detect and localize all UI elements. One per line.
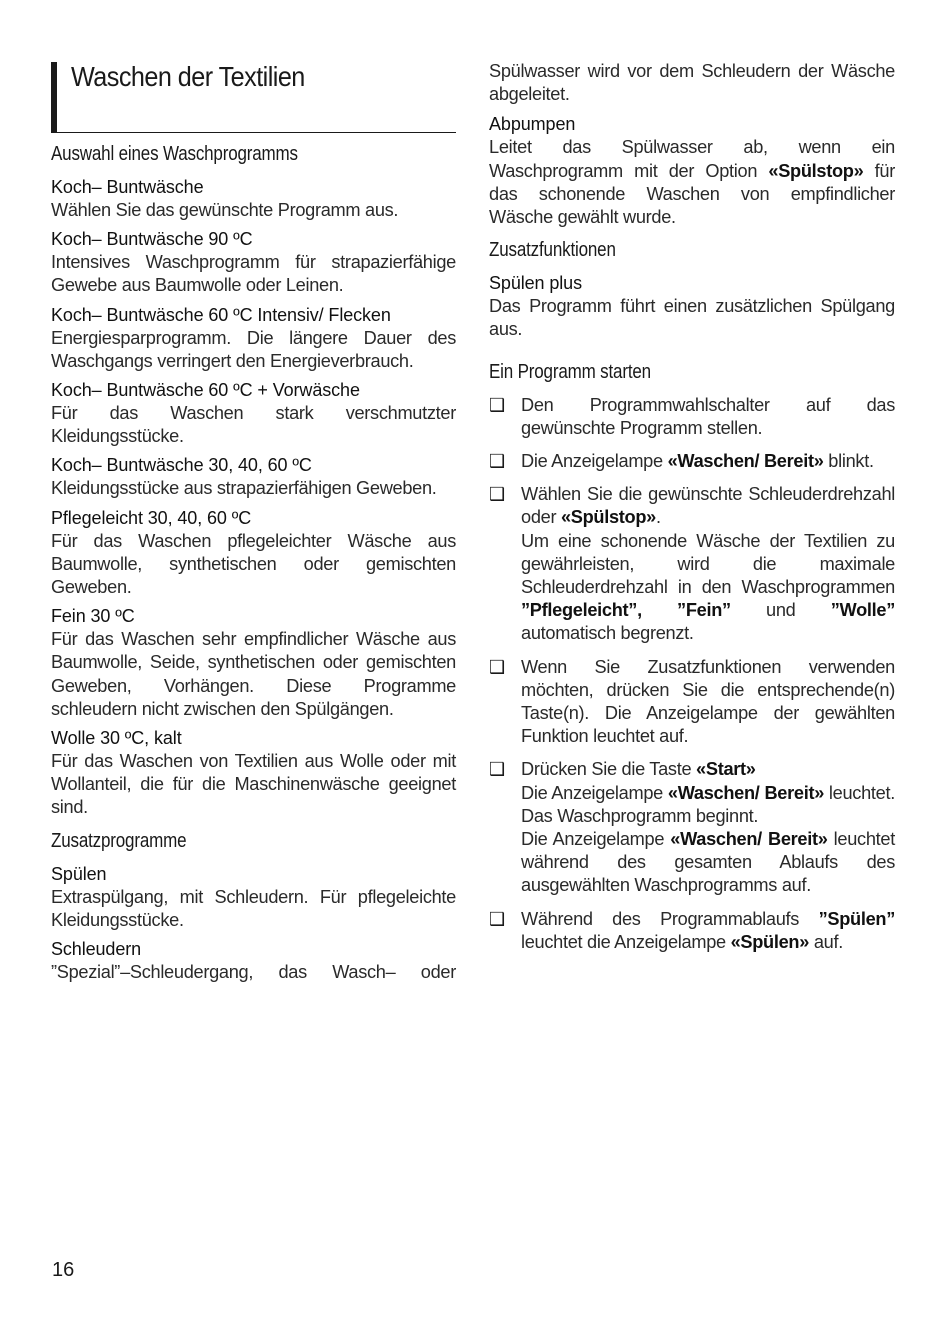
- item-text: Energiesparprogramm. Die längere Dauer des Waschgangs verringert den Energieverbrauch.: [51, 327, 456, 371]
- circle-bullet-icon: ❑: [489, 759, 506, 780]
- item-heading: Abpumpen: [489, 114, 576, 135]
- section-heading-additional-functions: Zusatzfunktionen: [489, 239, 616, 262]
- function-spuelen-plus: [489, 272, 895, 341]
- item-text: Wählen Sie das gewünschte Programm aus.: [51, 200, 399, 220]
- program-koch-60-vorwaesche: [51, 379, 456, 448]
- list-item: ❑ Die Anzeigelampe «Waschen/ Bereit» blinkt.: [489, 451, 874, 472]
- program-koch-buntwaesche: [51, 176, 456, 222]
- item-text: Das Programm führt einen zusätzlichen Spülgang aus.: [489, 296, 895, 340]
- program-spuelen: [51, 863, 456, 932]
- circle-bullet-icon: ❑: [489, 451, 506, 472]
- page-title: Waschen der Textilien: [71, 61, 305, 92]
- program-koch-60-intensiv: [51, 304, 456, 373]
- section-heading-start-program: Ein Programm starten: [489, 360, 651, 383]
- program-schleudern: [51, 938, 456, 984]
- item-text: Für das Waschen sehr empfindlicher Wäsche aus Baumwolle, Seide, synthetischen oder gemischten Geweben, Vorhängen. Diese Programme schleudern nicht zwischen den Spülgängen.: [51, 629, 456, 719]
- item-heading: Koch– Buntwäsche 30, 40, 60 ºC: [51, 455, 312, 476]
- item-heading: Spülen: [51, 863, 107, 884]
- circle-bullet-icon: ❑: [489, 484, 506, 505]
- program-koch-30-40-60: [51, 454, 456, 500]
- item-text: Extraspülgang, mit Schleudern. Für pflegeleichte Kleidungsstücke.: [51, 886, 456, 930]
- list-item: ❑ Drücken Sie die Taste «Start» Die Anzeigelampe «Waschen/ Bereit» leuchtet. Das Waschprogramm beginnt. Die Anzeigelampe «Waschen/ Bereit» leuchtet während des gesamten Ablaufs des ausgewählten Waschprogramms auf.: [489, 759, 895, 896]
- circle-bullet-icon: ❑: [489, 656, 506, 677]
- item-heading: Fein 30 ºC: [51, 606, 135, 627]
- circle-bullet-icon: ❑: [489, 394, 506, 415]
- list-item: ❑ Den Programmwahlschalter auf das gewünschte Programm stellen.: [489, 394, 895, 438]
- title-bar-decoration: [51, 62, 57, 132]
- item-text: ”Spezial”–Schleudergang, das Wasch– oder: [51, 962, 456, 983]
- item-heading: Pflegeleicht 30, 40, 60 ºC: [51, 507, 252, 528]
- circle-bullet-icon: ❑: [489, 908, 506, 929]
- item-heading: Koch– Buntwäsche 60 ºC Intensiv/ Flecken: [51, 304, 391, 325]
- program-fein: [51, 605, 456, 721]
- section-heading-program-selection: Auswahl eines Waschprogramms: [51, 143, 298, 165]
- list-item: ❑ Während des Programmablaufs ”Spülen” leuchtet die Anzeigelampe «Spülen» auf.: [489, 908, 895, 952]
- item-heading: Koch– Buntwäsche 60 ºC + Vorwäsche: [51, 380, 360, 401]
- item-heading: Wolle 30 ºC, kalt: [51, 728, 182, 749]
- list-item: ❑ Wenn Sie Zusatzfunktionen verwenden möchten, drücken Sie die entsprechende(n) Taste(n). Die Anzeigelampe der gewählten Funktion leuchtet auf.: [489, 656, 895, 747]
- section-heading-additional-programs: Zusatzprogramme: [51, 829, 187, 852]
- item-heading: Schleudern: [51, 939, 142, 960]
- item-text: Für das Waschen pflegeleichter Wäsche aus Baumwolle, synthetischen oder gemischten Geweben.: [51, 530, 456, 598]
- program-abpumpen: [489, 113, 895, 229]
- option-spuelstop: «Spülstop»: [768, 160, 864, 181]
- item-heading: Koch– Buntwäsche: [51, 177, 204, 197]
- continued-text: Spülwasser wird vor dem Schleudern der Wäsche abgeleitet.: [489, 61, 895, 105]
- program-pflegeleicht: [51, 507, 456, 600]
- item-text: Leitet das Spülwasser ab, wenn ein Waschprogramm mit der Option «Spülstop» für das schonende Waschen von empfindlicher Wäsche gewählt wurde.: [489, 137, 895, 228]
- item-text: Für das Waschen stark verschmutzter Kleidungsstücke.: [51, 403, 456, 447]
- page-number: 16: [52, 1259, 75, 1281]
- program-wolle: [51, 727, 456, 820]
- item-text: Intensives Waschprogramm für strapazierfähige Gewebe aus Baumwolle oder Leinen.: [51, 252, 456, 296]
- left-column: [51, 140, 456, 984]
- page-title-block: [51, 62, 456, 133]
- start-steps-list: [489, 394, 895, 954]
- right-column: [489, 60, 895, 954]
- item-text: Für das Waschen von Textilien aus Wolle oder mit Wollanteil, die für die Maschinenwäsche geeignet sind.: [51, 751, 456, 818]
- list-item: ❑ Wählen Sie die gewünschte Schleuderdrehzahl oder «Spülstop». Um eine schonende Wäsche der Textilien zu gewährleisten, wird die maximale Schleuderdrehzahl in den Waschprogrammen ”Pflegeleicht”, ”Fein” und ”Wolle” automatisch begrenzt.: [489, 484, 895, 644]
- item-text: Kleidungsstücke aus strapazierfähigen Geweben.: [51, 478, 437, 499]
- item-heading: Spülen plus: [489, 273, 582, 294]
- program-koch-90: [51, 228, 456, 297]
- item-heading: Koch– Buntwäsche 90 ºC: [51, 229, 253, 250]
